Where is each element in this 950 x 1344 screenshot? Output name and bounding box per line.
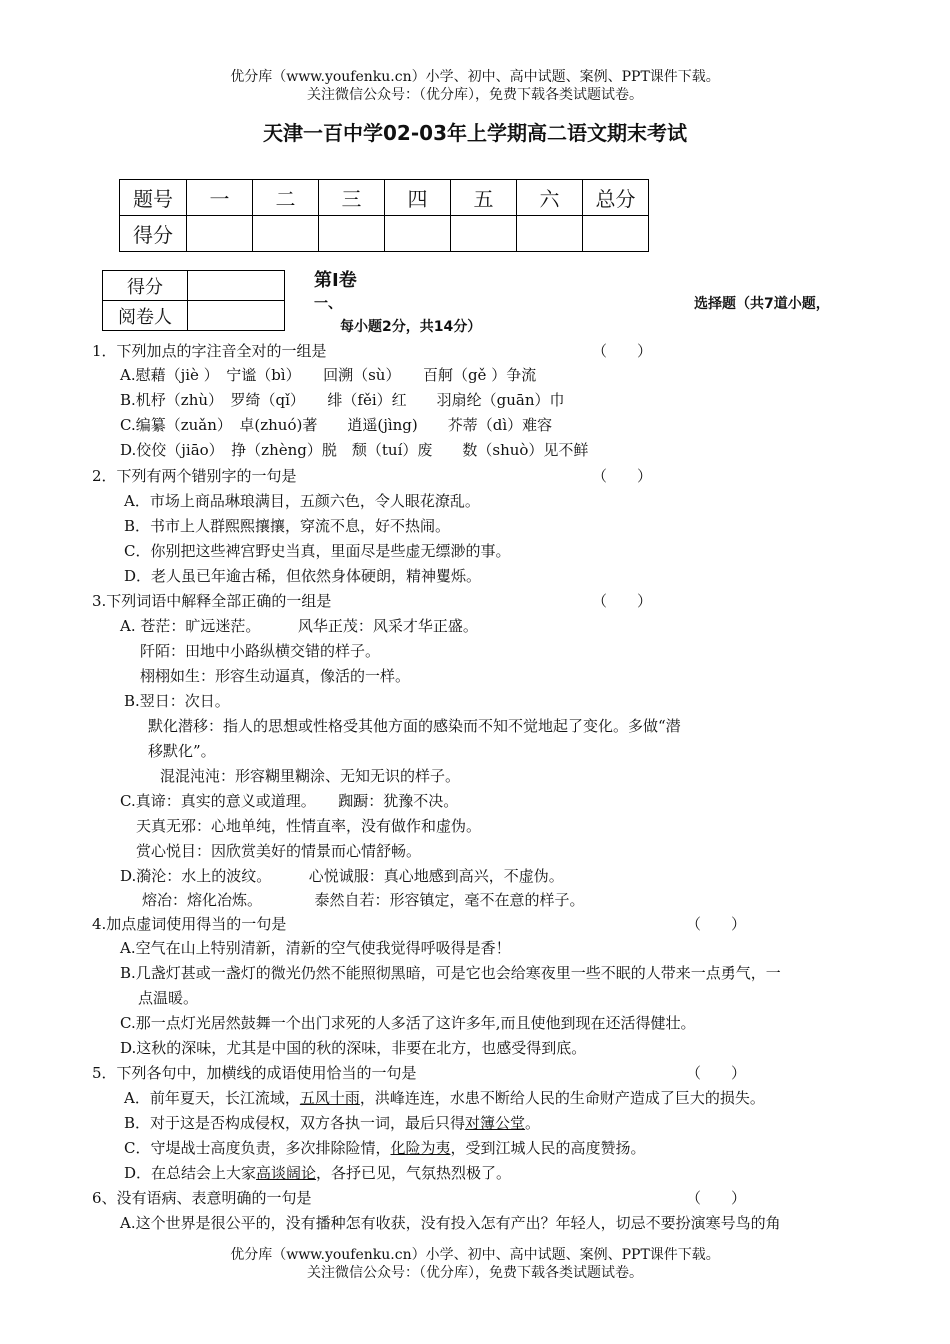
question-stem: 5．下列各句中，加横线的成语使用恰当的一句是 — [92, 1064, 417, 1082]
question-stem: 6、没有语病、表意明确的一句是 — [92, 1189, 312, 1207]
score-cell-header: 题号 — [120, 180, 187, 216]
score-cell-blank — [319, 216, 385, 252]
option-line: C.真谛：真实的意义或道理。 踟蹰：犹豫不决。 — [120, 792, 459, 810]
option-line: A.空气在山上特别清新，清新的空气使我觉得呼吸得是香！ — [120, 939, 511, 957]
answer-paren: （ ） — [686, 1189, 747, 1207]
option-line: D．老人虽已年逾古稀，但依然身体硬朗，精神矍烁。 — [124, 567, 482, 585]
option-text: C．守堤战士高度负责，多次排除险情， — [124, 1139, 391, 1157]
option-line — [124, 1088, 765, 1108]
option-line: 点温暖。 — [138, 989, 199, 1007]
reviewer-score-blank — [188, 271, 285, 301]
section-title: 选择题（共7道小题， — [694, 296, 830, 312]
option-line: B.翌日：次日。 — [124, 692, 230, 710]
score-cell-blank — [253, 216, 319, 252]
question-stem: 2．下列有两个错别字的一句是 — [92, 467, 297, 485]
reviewer-name-label: 阅卷人 — [103, 301, 188, 331]
score-cell-header: 三 — [319, 180, 385, 216]
reviewer-score-label: 得分 — [103, 271, 188, 301]
score-table — [119, 179, 649, 252]
page-title: 天津一百中学02-03年上学期高二语文期末考试 — [263, 121, 687, 145]
option-line: D.佼佼（jiāo） 挣（zhèng）脱 颓（tuí）废 数（shuò）见不鲜 — [120, 441, 589, 459]
header-line-2: 关注微信公众号：（优分库），免费下载各类试题试卷。 — [307, 87, 643, 103]
score-cell-header: 六 — [517, 180, 583, 216]
score-cell-header: 总分 — [583, 180, 649, 216]
option-text: B．对于这是否构成侵权，双方各执一词，最后只得 — [124, 1114, 466, 1132]
option-line: C.编纂（zuǎn） 卓(zhuó)著 逍遥(jìng) 芥蒂（dì）难容 — [120, 416, 553, 434]
question-stem: 3.下列词语中解释全部正确的一组是 — [92, 592, 332, 610]
score-cell-header: 五 — [451, 180, 517, 216]
option-line: B.几盏灯甚或一盏灯的微光仍然不能照彻黑暗，可是它也会给寒夜里一些不眠的人带来一点勇气，一 — [120, 964, 781, 982]
section-note: 每小题2分，共14分） — [340, 319, 482, 335]
option-line: 天真无邪：心地单纯，性情直率，没有做作和虚伪。 — [136, 817, 482, 835]
option-line: D.漪沦：水上的波纹。 心悦诚服：真心地感到高兴，不虚伪。 — [120, 867, 564, 885]
score-cell-blank — [451, 216, 517, 252]
reviewer-table — [102, 270, 285, 331]
answer-paren: （ ） — [592, 467, 653, 485]
score-row-label: 得分 — [120, 216, 187, 252]
option-line: D.这秋的深味，尤其是中国的秋的深味，非要在北方，也感受得到底。 — [120, 1039, 587, 1057]
option-line: B．书市上人群熙熙攘攘，穿流不息，好不热闹。 — [124, 517, 451, 535]
option-line: A.这个世界是很公平的，没有播种怎有收获，没有投入怎有产出？年轻人，切忌不要扮演寒号鸟的角 — [120, 1214, 781, 1232]
option-text: ，洪峰连连，水患不断给人民的生命财产造成了巨大的损失。 — [359, 1089, 765, 1107]
answer-paren: （ ） — [592, 592, 653, 610]
underlined-idiom: 对簿公堂 — [465, 1114, 526, 1132]
option-line — [124, 1113, 540, 1133]
underlined-idiom: 高谈阔论 — [256, 1164, 317, 1182]
option-line: A．市场上商品琳琅满目，五颜六色，令人眼花潦乱。 — [124, 492, 480, 510]
score-cell-blank — [583, 216, 649, 252]
option-line: 混混沌沌：形容糊里糊涂、无知无识的样子。 — [160, 767, 461, 785]
option-line: 移默化”。 — [148, 742, 216, 760]
footer-line-2: 关注微信公众号：（优分库），免费下载各类试题试卷。 — [307, 1265, 643, 1281]
score-cell-header: 二 — [253, 180, 319, 216]
underlined-idiom: 化险为夷 — [390, 1139, 451, 1157]
reviewer-name-blank — [188, 301, 285, 331]
option-line: B.机杼（zhù） 罗绮（qǐ） 绯（fěi）红 羽扇纶（guān）巾 — [120, 391, 565, 409]
part-heading: 第Ⅰ卷 — [314, 270, 357, 291]
option-line — [124, 1138, 646, 1158]
option-text: A．前年夏天，长江流域， — [124, 1089, 300, 1107]
question-stem: 1．下列加点的字注音全对的一组是 — [92, 342, 327, 360]
section-number: 一、 — [314, 296, 342, 312]
option-line: A.慰藉（jiè ） 宁谧（bì） 回溯（sù） 百舸（gě ）争流 — [120, 366, 537, 384]
score-cell-header: 一 — [187, 180, 253, 216]
option-line — [124, 1163, 511, 1183]
option-line: C.那一点灯光居然鼓舞一个出门求死的人多活了这许多年,而且使他到现在还活得健壮。 — [120, 1014, 696, 1032]
option-line: 熔冶：熔化冶炼。 泰然自若：形容镇定，毫不在意的样子。 — [142, 891, 585, 909]
answer-paren: （ ） — [686, 1064, 747, 1082]
answer-paren: （ ） — [686, 915, 747, 933]
option-text: ，受到江城人民的高度赞扬。 — [450, 1139, 646, 1157]
footer-line-1: 优分库（www.youfenku.cn）小学、初中、高中试题、案例、PPT课件下载。 — [230, 1247, 720, 1263]
score-cell-blank — [385, 216, 451, 252]
option-line: A. 苍茫：旷远迷茫。 风华正茂：风采才华正盛。 — [120, 617, 478, 635]
question-stem: 4.加点虚词使用得当的一句是 — [92, 915, 287, 933]
answer-paren: （ ） — [592, 342, 653, 360]
option-line: C．你别把这些裨宫野史当真，里面尽是些虚无缥渺的事。 — [124, 542, 511, 560]
underlined-idiom: 五风十雨 — [299, 1089, 360, 1107]
option-text: ，各抒已见，气氛热烈极了。 — [316, 1164, 512, 1182]
score-cell-header: 四 — [385, 180, 451, 216]
score-cell-blank — [517, 216, 583, 252]
option-text: 。 — [525, 1114, 541, 1132]
option-text: D．在总结会上大家 — [124, 1164, 257, 1182]
score-cell-blank — [187, 216, 253, 252]
option-line: 栩栩如生：形容生动逼真，像活的一样。 — [140, 667, 411, 685]
header-line-1: 优分库（www.youfenku.cn）小学、初中、高中试题、案例、PPT课件下载。 — [230, 69, 720, 85]
option-line: 默化潜移：指人的思想或性格受其他方面的感染而不知不觉地起了变化。多做“潜 — [148, 717, 681, 735]
option-line: 赏心悦目：因欣赏美好的情景而心情舒畅。 — [136, 842, 422, 860]
option-line: 阡陌：田地中小路纵横交错的样子。 — [140, 642, 381, 660]
